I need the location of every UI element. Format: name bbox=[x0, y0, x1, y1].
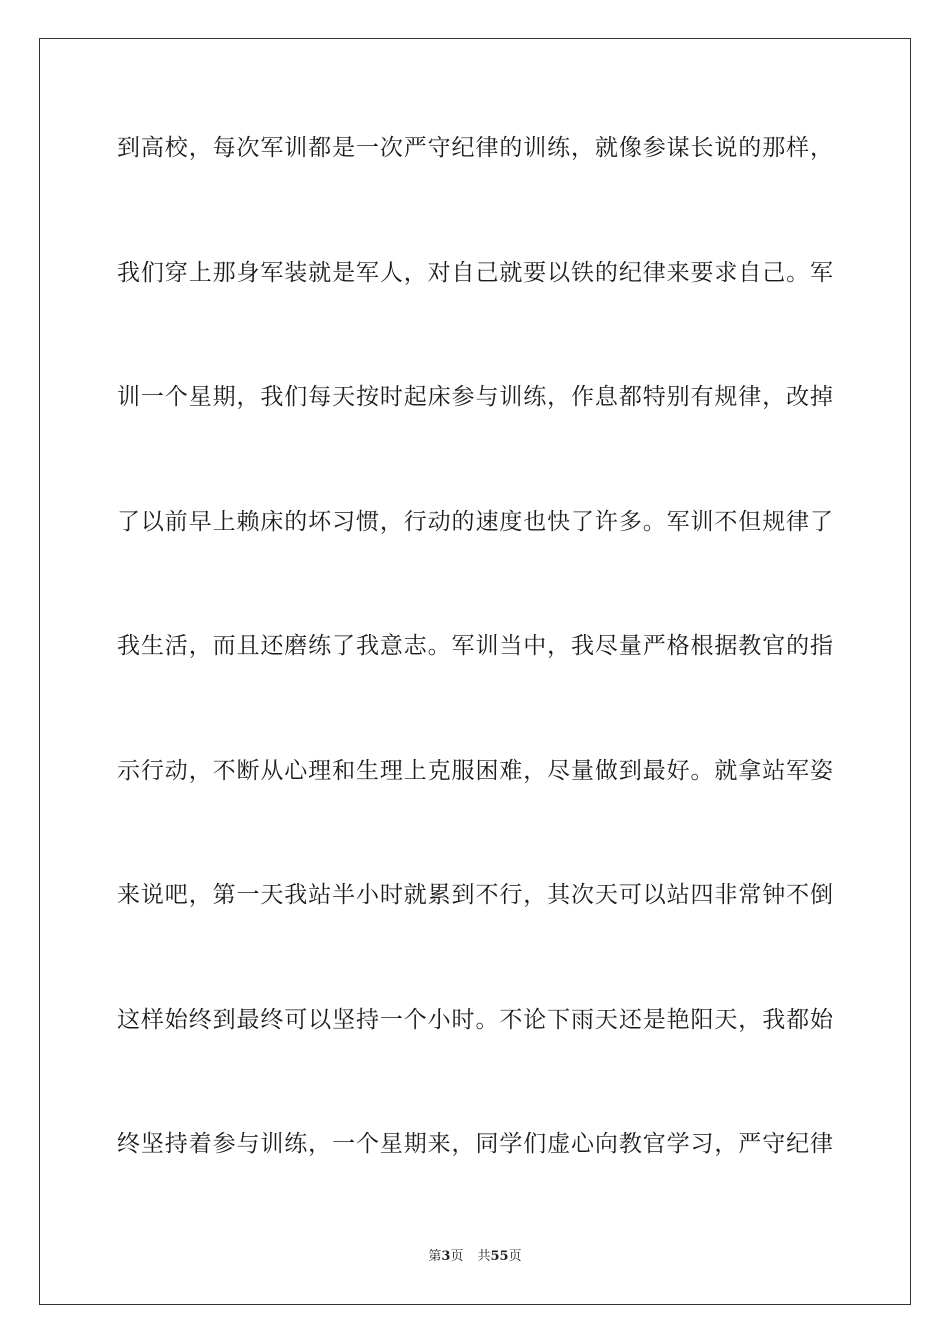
text-line: 终坚持着参与训练，一个星期来，同学们虚心向教官学习，严守纪律 bbox=[117, 1131, 833, 1157]
text-line: 这样始终到最终可以坚持一个小时。不论下雨天还是艳阳天，我都始 bbox=[117, 1007, 833, 1033]
total-pages: 55 bbox=[490, 1249, 509, 1264]
text-line: 我生活，而且还磨练了我意志。军训当中，我尽量严格根据教官的指 bbox=[117, 633, 833, 659]
page-suffix: 页 bbox=[450, 1249, 464, 1264]
total-suffix: 页 bbox=[508, 1249, 522, 1264]
page-border bbox=[39, 38, 911, 1305]
page-prefix: 第 bbox=[428, 1249, 442, 1264]
total-prefix: 共 bbox=[477, 1249, 491, 1264]
text-line: 示行动，不断从心理和生理上克服困难，尽量做到最好。就拿站军姿 bbox=[117, 758, 833, 784]
text-line: 训一个星期，我们每天按时起床参与训练，作息都特别有规律，改掉 bbox=[117, 384, 833, 410]
text-line: 来说吧，第一天我站半小时就累到不行，其次天可以站四非常钟不倒 bbox=[117, 882, 833, 908]
text-line: 我们穿上那身军装就是军人，对自己就要以铁的纪律来要求自己。军 bbox=[117, 260, 833, 286]
page-footer bbox=[0, 1248, 950, 1266]
page-number: 3 bbox=[441, 1249, 451, 1264]
text-line: 到高校，每次军训都是一次严守纪律的训练，就像参谋长说的那样， bbox=[117, 135, 833, 161]
text-line: 了以前早上赖床的坏习惯，行动的速度也快了许多。军训不但规律了 bbox=[117, 509, 833, 535]
